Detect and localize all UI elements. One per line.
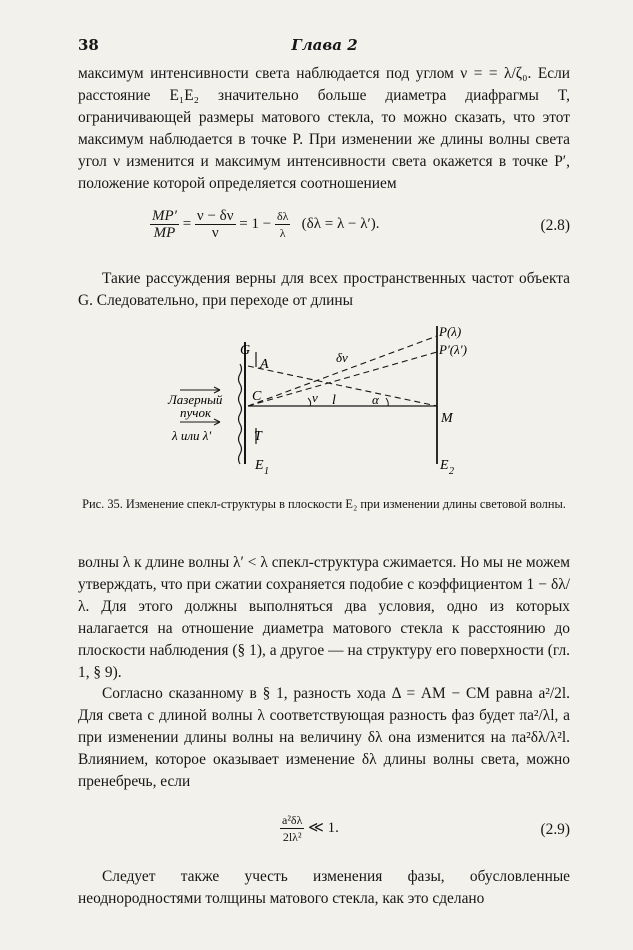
paragraph-1: максимум интенсивности света наблюдается под углом ν = = λ/ζ₀. Если расстояние E₁E₂ значительно больше диаметра диафрагмы T, ограничивающей размеры матового стекла, то можно сказать, что этот максимум наблюдается в точке P. При изменении же длины волны света угол ν изменится и максимум интенсивности света окажется в точке P′, положение которой определяется соотношением (78, 65, 570, 192)
eq29-fraction (280, 812, 304, 845)
figure-caption: Рис. 35. Изменение спекл-структуры в плоскости E₂ при изменении длины световой волны. (82, 497, 566, 511)
eq29-number: (2.9) (540, 821, 570, 838)
figure-35-diagram (160, 322, 510, 482)
eq28-equals-2: = 1 − (239, 215, 272, 232)
eq29-den: 2lλ² (282, 830, 302, 844)
ray-A-to-M (248, 366, 437, 406)
chapter-title: Глава 2 (291, 36, 358, 54)
eq28-fraction-mp (150, 208, 179, 241)
label-M: M (441, 411, 453, 426)
label-E1-sub: 1 (264, 466, 269, 477)
eq28-mid-num: ν − δν (196, 208, 234, 224)
paragraph-2: Такие рассуждения верны для всех пространственных частот объекта G. Следовательно, при переходе от длины (78, 270, 570, 309)
label-E2: E (440, 458, 449, 473)
label-E1: E (255, 458, 264, 473)
eq28-rhs-num: δλ (276, 209, 289, 223)
label-A: A (260, 357, 269, 372)
label-T: T (254, 429, 262, 444)
label-lambda: λ или λ′ (172, 428, 212, 443)
label-laser-1: Лазерный (168, 392, 223, 407)
label-delta-nu: δν (336, 350, 348, 365)
paragraph-4: Согласно сказанному в § 1, разность хода Δ = AM − CM равна a²/2l. Для света с длиной волны λ соответствующая разность фаз будет πa²/λl, а при изменении длины волны на величину δλ она изменится на πa²δλ/λ²l. Влиянием, которое оказывает изменение δλ длины волны света, можно пренебречь, если (78, 685, 570, 790)
eq28-lhs-num: MP′ (152, 208, 177, 224)
label-nu: ν (312, 390, 318, 405)
eq29-num: a²δλ (282, 813, 303, 827)
eq28-mid-den: ν (211, 225, 219, 241)
eq28-fraction-lambda (275, 208, 290, 241)
angle-alpha-arc (386, 398, 388, 406)
paragraph-3: волны λ к длине волны λ′ < λ спекл-структура сжимается. Но мы не можем утверждать, что при сжатии сохраняется подобие с коэффициентом 1 − δλ/λ. Для этого должны выполняться два условия, одно из которых налагается на отношение диаметра матового стекла к расстоянию до плоскости наблюдения (§ 1), а другое — на структуру его поверхности (гл. 1, § 9). (78, 554, 570, 681)
page-number: 38 (78, 36, 99, 54)
eq28-equals-1: = (182, 215, 192, 232)
eq29-relation: ≪ 1. (308, 819, 339, 836)
angle-nu-arc (308, 398, 311, 406)
label-G: G (240, 343, 251, 358)
ray-C-to-P (248, 336, 437, 406)
label-l: l (332, 393, 336, 408)
label-laser-2: пучок (180, 405, 212, 420)
label-C: C (252, 389, 262, 404)
label-E2-sub: 2 (449, 466, 454, 477)
eq28-number: (2.8) (540, 217, 570, 234)
eq28-definition: (δλ = λ − λ′). (301, 215, 380, 232)
eq28-fraction-nu (195, 208, 236, 241)
diffuser-wavy-edge (239, 364, 242, 464)
paragraph-5: Следует также учесть изменения фазы, обусловленные неоднородностями толщины матового стекла, как это сделано (78, 868, 570, 907)
label-P: P(λ) (439, 324, 462, 339)
eq28-rhs-den: λ (279, 226, 286, 240)
label-P-prime: P′(λ′) (439, 342, 467, 357)
eq28-lhs-den: MP (153, 225, 176, 241)
label-alpha: α (372, 392, 379, 407)
page-header (78, 36, 571, 56)
